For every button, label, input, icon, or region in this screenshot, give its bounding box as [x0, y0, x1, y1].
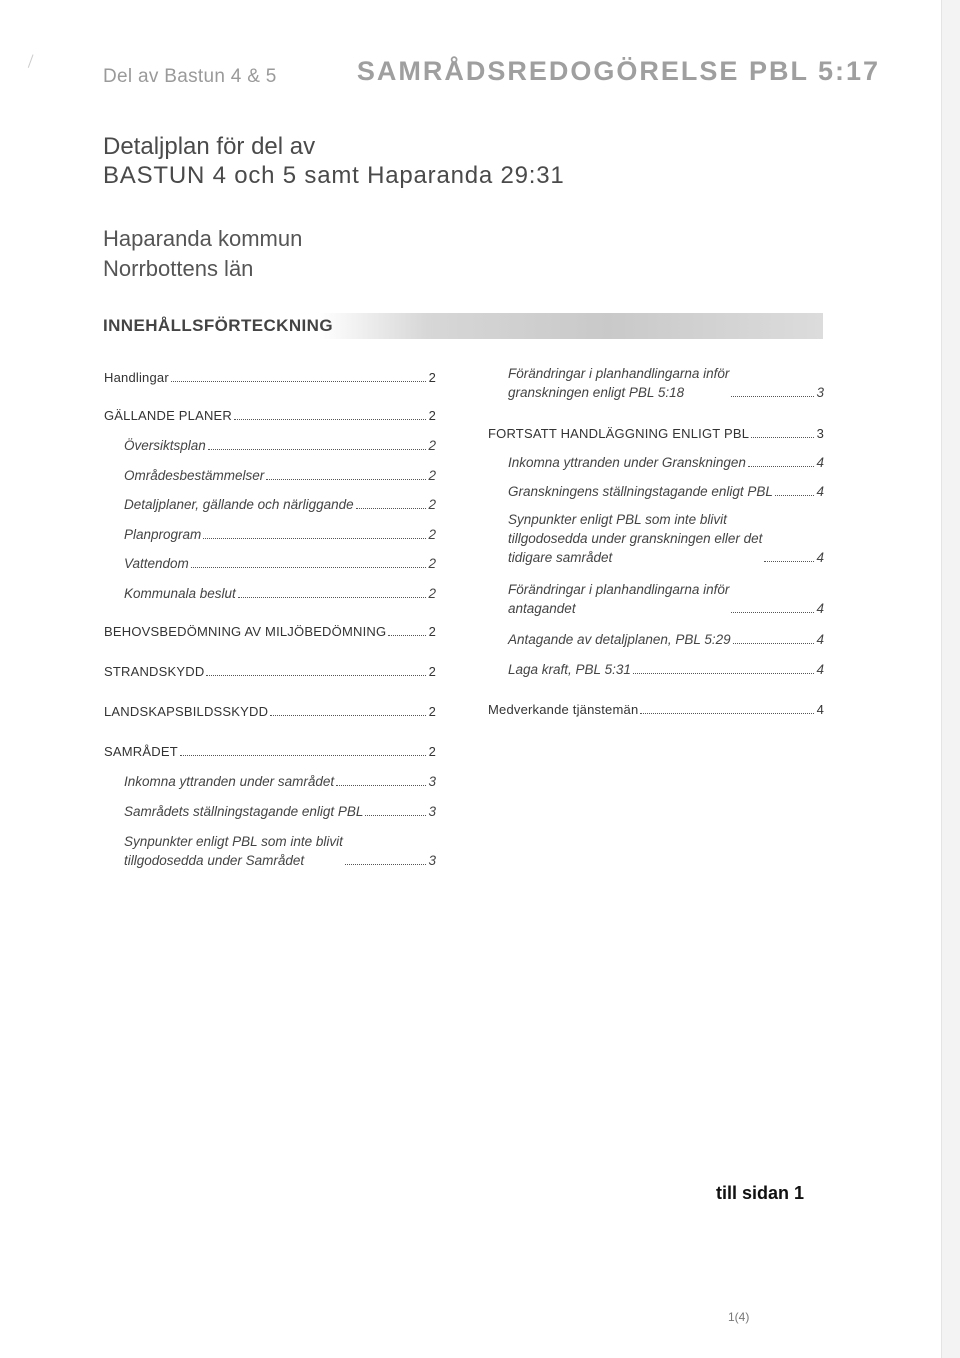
footer-note: till sidan 1 — [716, 1183, 805, 1203]
dot-leader — [633, 673, 814, 674]
toc-entry — [508, 364, 824, 402]
toc-entry — [104, 622, 436, 641]
toc-entry-page: 4 — [816, 632, 824, 647]
dot-leader — [775, 495, 814, 496]
toc-entry — [488, 424, 824, 443]
toc-entry — [124, 525, 436, 544]
toc-entry — [508, 580, 824, 618]
toc-entry — [488, 700, 824, 719]
toc-entry-page: 4 — [816, 550, 824, 565]
toc-entry-label: Förändringar i planhandlingarna inför granskningen enligt PBL 5:18 — [508, 366, 730, 400]
toc-entry-label: Områdesbestämmelser — [124, 468, 265, 483]
toc-entry-page: 2 — [428, 744, 436, 759]
scan-mark — [28, 54, 38, 69]
toc-entry-label: SAMRÅDET — [104, 744, 178, 759]
toc-entry — [508, 482, 824, 501]
toc-entry — [508, 630, 824, 649]
toc-entry-label: FORTSATT HANDLÄGGNING ENLIGT PBL — [488, 426, 750, 441]
toc-entry — [508, 660, 824, 679]
toc-entry-label: Detaljplaner, gällande och närliggande — [124, 497, 354, 512]
toc-entry-page: 2 — [428, 664, 436, 679]
dot-leader — [356, 508, 426, 509]
toc-entry-label: Medverkande tjänstemän — [488, 702, 639, 717]
toc-entry-label: Samrådets ställningstagande enligt PBL — [124, 804, 364, 819]
toc-entry-label: Inkomna yttranden under samrådet — [124, 774, 335, 789]
toc-entry-page: 2 — [428, 556, 436, 571]
toc-entry-page: 3 — [428, 853, 436, 868]
toc-entry-label: Översiktsplan — [124, 438, 206, 453]
toc-entry-page: 2 — [428, 438, 436, 453]
scan-edge — [941, 0, 960, 1358]
toc-entry-page: 2 — [428, 468, 436, 483]
toc-entry-label: Planprogram — [124, 527, 202, 542]
toc-entry — [508, 453, 824, 472]
dot-leader — [388, 635, 426, 636]
header-left: Del av Bastun 4 & 5 — [103, 66, 277, 87]
title-line-1: Detaljplan för del av — [103, 133, 316, 160]
toc-entry-label: Synpunkter enligt PBL som inte blivit tillgodosedda under granskningen eller det tidigare samrådet — [508, 512, 763, 565]
toc-entry-label: GÄLLANDE PLANER — [104, 408, 232, 423]
toc-entry-label: Granskningens ställningstagande enligt PBL — [508, 484, 773, 499]
toc-entry-label: Handlingar — [104, 370, 169, 385]
toc-entry-label: BEHOVSBEDÖMNING AV MILJÖBEDÖMNING — [104, 624, 387, 639]
dot-leader — [206, 675, 426, 676]
toc-entry-label: Laga kraft, PBL 5:31 — [508, 662, 631, 677]
dot-leader — [208, 449, 426, 450]
dot-leader — [180, 755, 426, 756]
dot-leader — [731, 612, 814, 613]
dot-leader — [365, 815, 426, 816]
toc-entry — [124, 802, 436, 821]
toc-entry — [104, 662, 436, 681]
toc-entry — [508, 510, 824, 567]
dot-leader — [733, 643, 814, 644]
dot-leader — [234, 419, 426, 420]
toc-entry-page: 4 — [816, 484, 824, 499]
toc-entry-label: Inkomna yttranden under Granskningen — [508, 455, 746, 470]
toc-entry — [104, 742, 436, 761]
dot-leader — [266, 479, 426, 480]
toc-entry-page: 2 — [428, 370, 436, 385]
toc-entry — [104, 702, 436, 721]
toc-entry-page: 4 — [816, 601, 824, 616]
toc-entry-page: 4 — [816, 455, 824, 470]
toc-entry-label: Förändringar i planhandlingarna inför antagandet — [508, 582, 730, 616]
toc-heading-bar — [103, 313, 823, 339]
toc-entry-page: 2 — [428, 497, 436, 512]
toc-entry-label: Vattendom — [124, 556, 189, 571]
toc-entry-label: STRANDSKYDD — [104, 664, 205, 679]
toc-entry-page: 2 — [428, 704, 436, 719]
toc-entry-page: 2 — [428, 527, 436, 542]
dot-leader — [336, 785, 426, 786]
toc-entry-page: 4 — [816, 662, 824, 677]
dot-leader — [764, 561, 814, 562]
toc-entry-page: 3 — [816, 385, 824, 400]
dot-leader — [731, 396, 814, 397]
dot-leader — [238, 597, 426, 598]
toc-entry-page: 3 — [428, 804, 436, 819]
toc-entry — [124, 832, 436, 870]
toc-entry-page: 2 — [428, 586, 436, 601]
toc-entry — [124, 466, 436, 485]
toc-entry-label: Antagande av detaljplanen, PBL 5:29 — [508, 632, 731, 647]
toc-entry — [124, 436, 436, 455]
dot-leader — [751, 437, 814, 438]
page-number: 1(4) — [728, 1310, 750, 1324]
title-line-2: BASTUN 4 och 5 samt Haparanda 29:31 — [103, 162, 565, 189]
toc-entry-page: 3 — [816, 426, 824, 441]
toc-entry-label: Synpunkter enligt PBL som inte blivit tillgodosedda under Samrådet — [124, 834, 343, 868]
toc-entry-page: 4 — [816, 702, 824, 717]
toc-entry — [104, 368, 436, 387]
subtitle-line-2: Norrbottens län — [103, 256, 254, 281]
toc-entry-page: 3 — [428, 774, 436, 789]
subtitle-line-1: Haparanda kommun — [103, 226, 303, 251]
toc-entry-label: Kommunala beslut — [124, 586, 236, 601]
dot-leader — [171, 381, 426, 382]
toc-entry-page: 2 — [428, 624, 436, 639]
dot-leader — [748, 466, 814, 467]
toc-entry — [124, 495, 436, 514]
toc-entry — [124, 584, 436, 603]
dot-leader — [191, 567, 426, 568]
toc-entry — [124, 772, 436, 791]
header-right: SAMRÅDSREDOGÖRELSE PBL 5:17 — [356, 56, 880, 86]
toc-entry-page: 2 — [428, 408, 436, 423]
toc-entry — [124, 554, 436, 573]
toc-entry-label: LANDSKAPSBILDSSKYDD — [104, 704, 269, 719]
dot-leader — [203, 538, 426, 539]
dot-leader — [270, 715, 426, 716]
toc-heading: INNEHÅLLSFÖRTECKNING — [103, 316, 333, 335]
dot-leader — [640, 713, 814, 714]
toc-entry — [104, 406, 436, 425]
dot-leader — [345, 864, 426, 865]
